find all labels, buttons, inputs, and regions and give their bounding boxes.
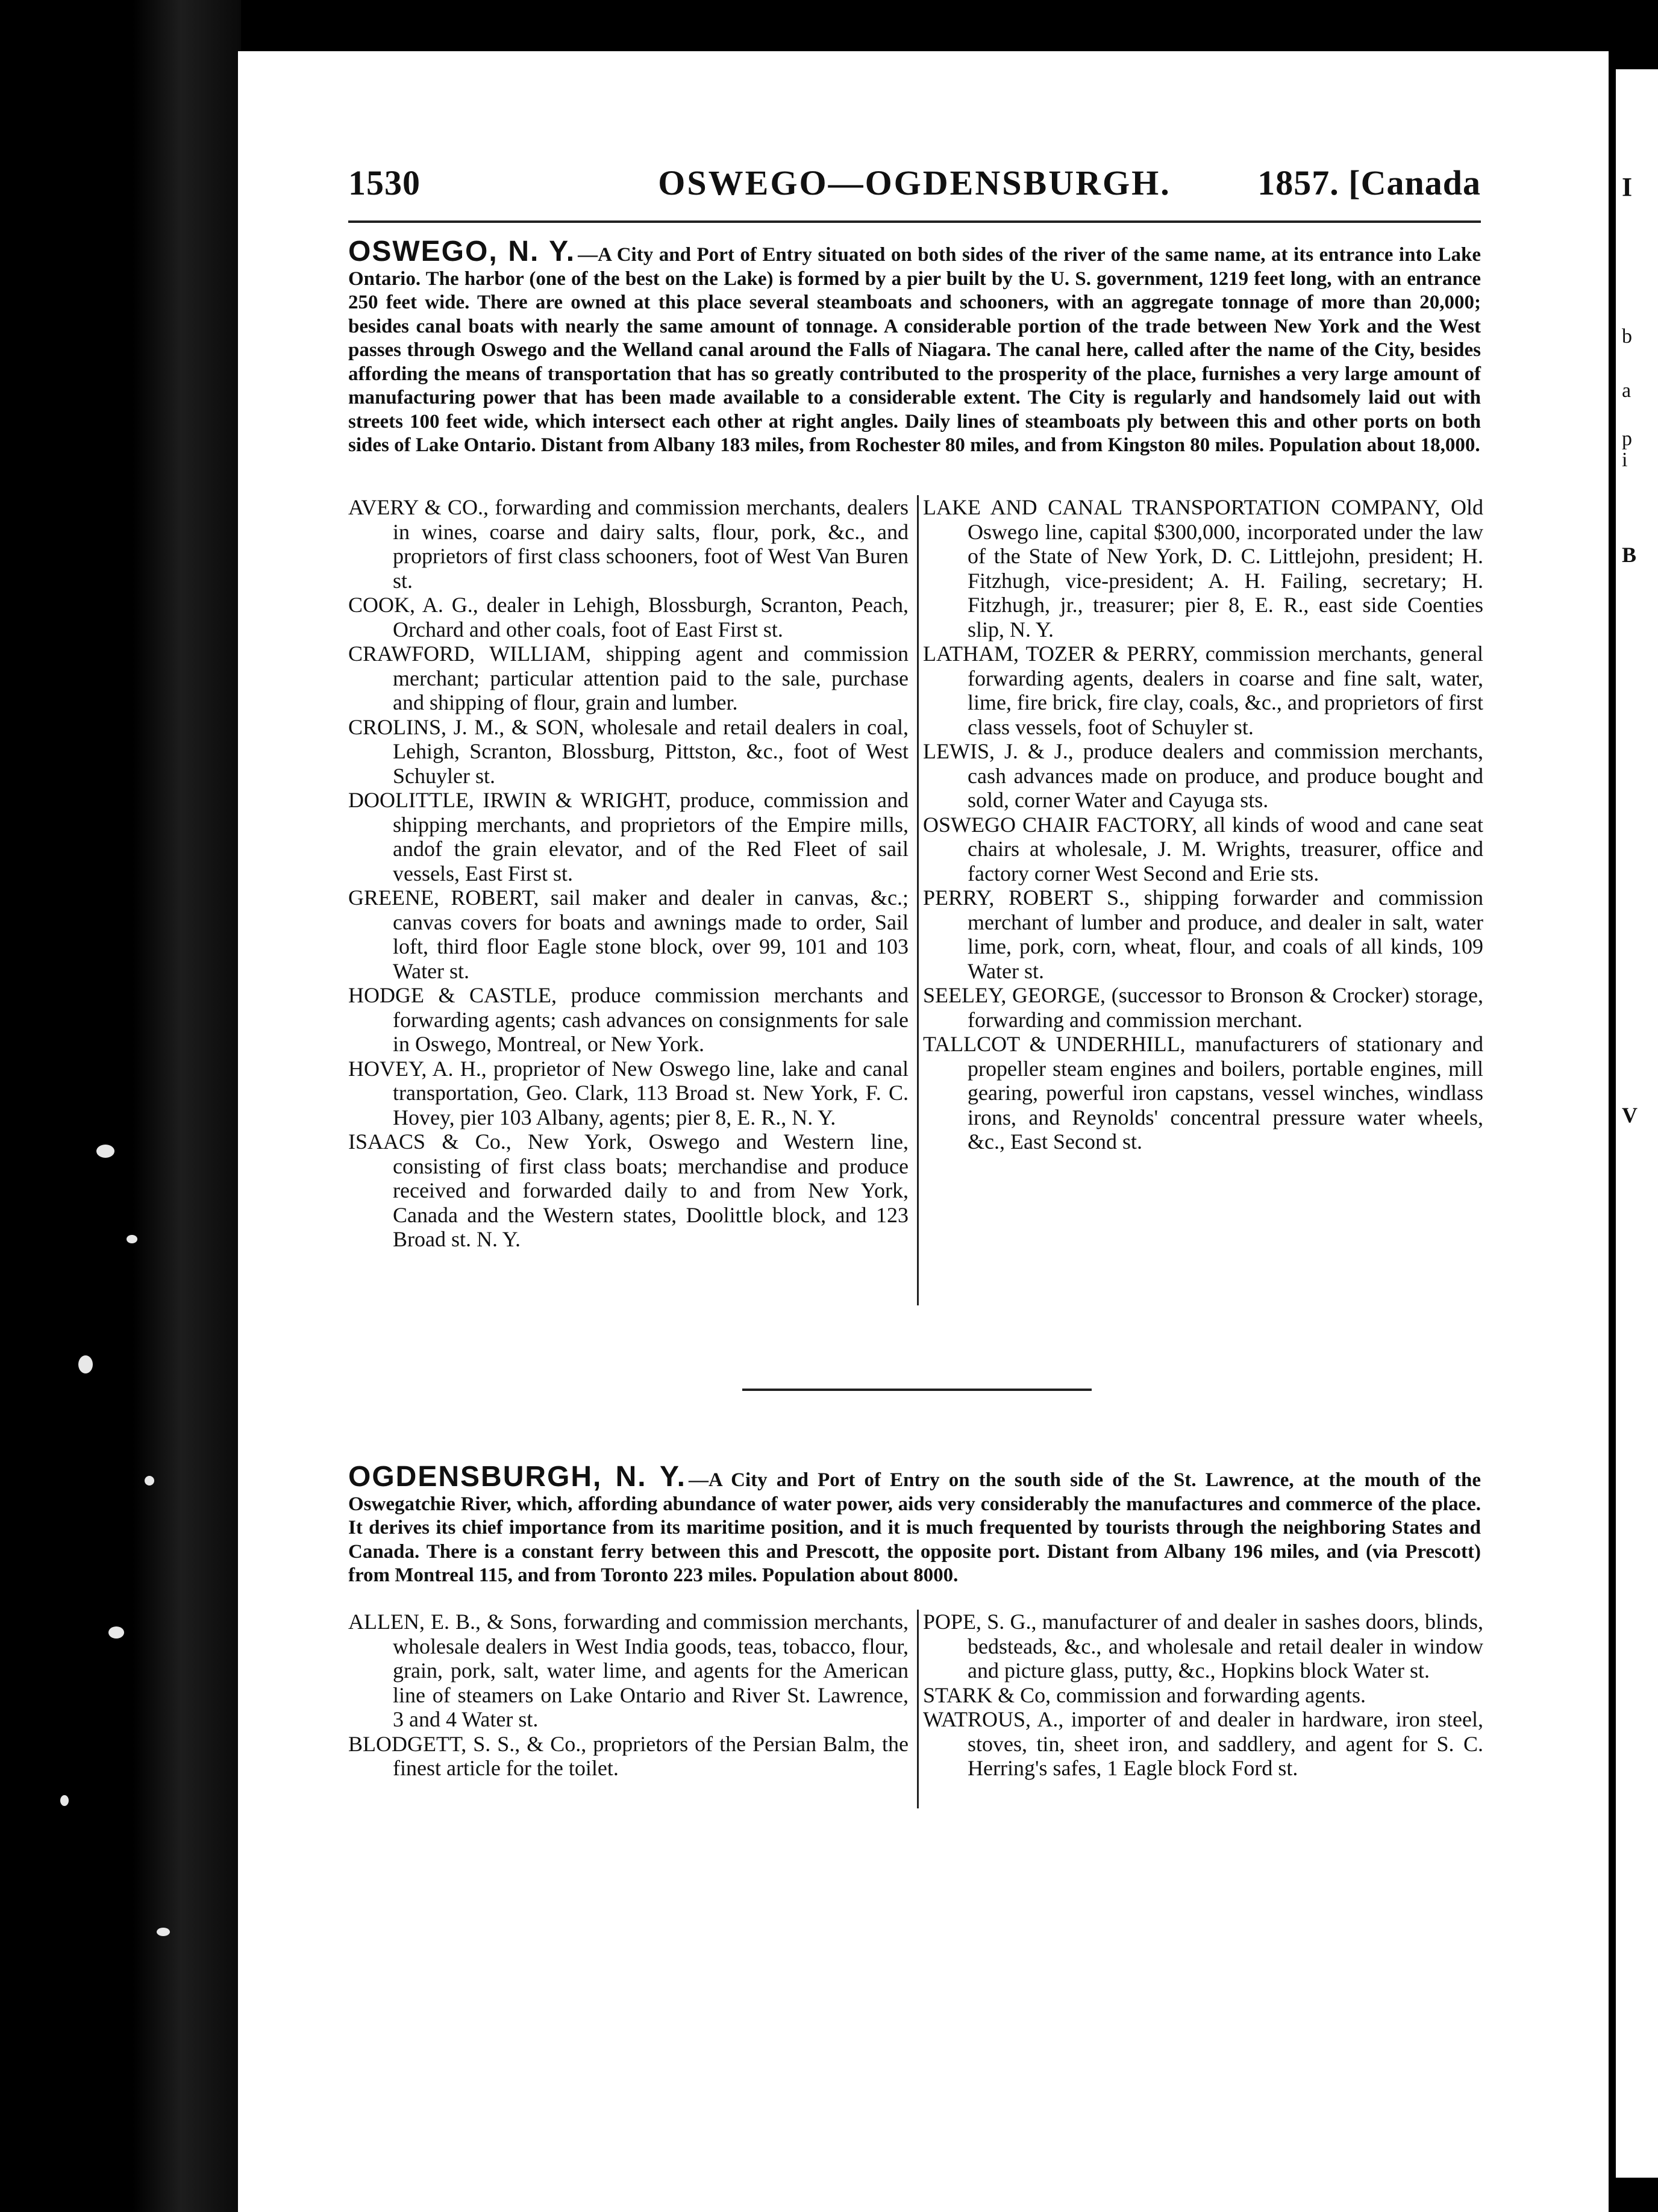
directory-entry: LAKE AND CANAL TRANSPORTATION COMPANY, Old Oswego line, capital $300,000, incorporated under the law of the State of New York, D. C. Littlejohn, president; H. Fitzhugh, vice-president; A. H. Failing, secretary; H. Fitzhugh, jr., treasurer; pier 8, E. R., east side Coenties slip, N. Y. — [923, 495, 1483, 642]
adjacent-page-fragment: I — [1622, 172, 1633, 202]
paper-speck — [60, 1795, 69, 1806]
section-separator-rule — [742, 1389, 1092, 1391]
adjacent-page-fragment: b — [1622, 325, 1632, 348]
book-gutter-edge — [0, 0, 241, 2212]
directory-entry: CROLINS, J. M., & SON, wholesale and retail dealers in coal, Lehigh, Scranton, Blossburg, Pittston, &c., foot of West Schuyler st. — [348, 714, 909, 788]
directory-entry: LATHAM, TOZER & PERRY, commission merchants, general forwarding agents, dealers in coarse and fine salt, water, lime, fire brick, fire clay, coals, &c., and proprietors of first class vessels, foot of Schuyler st. — [923, 642, 1483, 739]
directory-entry: OSWEGO CHAIR FACTORY, all kinds of wood and cane seat chairs at wholesale, J. M. Wrights, treasurer, office and factory corner West Second and Erie sts. — [923, 812, 1483, 886]
directory-entry: STARK & Co, commission and forwarding agents. — [923, 1682, 1366, 1707]
column-divider — [917, 1610, 919, 1808]
directory-entry: HOVEY, A. H., proprietor of New Oswego line, lake and canal transportation, Geo. Clark, 113 Broad st. New York, F. C. Hovey, pier 103 Albany, agents; pier 8, E. R., N. Y. — [348, 1056, 909, 1129]
oswego-intro — [348, 236, 1481, 458]
directory-entry: HODGE & CASTLE, produce commission merchants and forwarding agents; cash advances on consignments for sale in Oswego, Montreal, or New York. — [348, 983, 909, 1056]
directory-entry: PERRY, ROBERT S., shipping forwarder and commission merchant of lumber and produce, and dealer in salt, water lime, pork, corn, wheat, flour, and coals of all kinds, 109 Water st. — [923, 886, 1483, 983]
paper-speck — [78, 1355, 93, 1373]
paper-speck — [157, 1928, 170, 1936]
directory-entry: SEELEY, GEORGE, (successor to Bronson & Crocker) storage, forwarding and commission merchant. — [923, 983, 1483, 1032]
column-divider — [917, 495, 919, 1305]
adjacent-page-fragment: V — [1622, 1103, 1638, 1127]
ogdensburgh-intro — [348, 1461, 1481, 1588]
directory-entry: TALLCOT & UNDERHILL, manufacturers of stationary and propeller steam engines and boilers, portable engines, mill gearing, powerful iron capstans, vessel winches, windlass irons, and Reynolds' concentral pressure water wheels, &c., East Second st. — [923, 1032, 1483, 1154]
directory-entry: LEWIS, J. & J., produce dealers and commission merchants, cash advances made on produce, and produce bought and sold, corner Water and Cayuga sts. — [923, 739, 1483, 812]
adjacent-page — [1609, 0, 1658, 2212]
oswego-left-column — [348, 495, 909, 1252]
adjacent-page-fragment: p — [1622, 428, 1632, 450]
directory-entry: WATROUS, A., importer of and dealer in hardware, iron steel, stoves, tin, sheet iron, and saddlery, and agent for S. C. Herring's safes, 1 Eagle block Ford st. — [923, 1707, 1483, 1780]
directory-entry: BLODGETT, S. S., & Co., proprietors of the Persian Balm, the finest article for the toilet. — [348, 1731, 909, 1780]
directory-entry: DOOLITTLE, IRWIN & WRIGHT, produce, commission and shipping merchants, and proprietors of the Empire mills, andof the grain elevator, and of the Red Fleet of sail vessels, East First st. — [348, 788, 909, 886]
directory-entry: GREENE, ROBERT, sail maker and dealer in canvas, &c.; canvas covers for boats and awnings made to order, Sail loft, third floor Eagle stone block, over 99, 101 and 103 Water st. — [348, 886, 909, 983]
oswego-right-column — [923, 495, 1483, 1154]
directory-entry: CRAWFORD, WILLIAM, shipping agent and commission merchant; particular attention paid to the sale, purchase and shipping of flour, grain and lumber. — [348, 642, 909, 714]
adjacent-page-fragment: i — [1622, 449, 1628, 471]
paper-speck — [96, 1145, 114, 1158]
running-head-right: 1857. [Canada — [1257, 163, 1481, 202]
adjacent-page-fragment: a — [1622, 380, 1631, 402]
adjacent-page-fragment: B — [1622, 543, 1637, 567]
page-number: 1530 — [348, 163, 421, 202]
header-rule — [348, 220, 1481, 223]
ogdensburgh-right-column — [923, 1610, 1483, 1781]
page-title: OSWEGO—OGDENSBURGH. — [658, 163, 1171, 202]
oswego-description: —A City and Port of Entry situated on both sides of the river of the same name, at its entrance into Lake Ontario. The harbor (one of the best on the Lake) is formed by a pier built by the U. S. government, 1219 feet long, with an entrance 250 feet wide. There are owned at this place several steamboats and schooners, with an aggregate tonnage of more than 20,000; besides canal boats with nearly the same amount of tonnage. A considerable portion of the trade between New York and the West passes through Oswego and the Welland canal around the Falls of Niagara. The canal here, called after the name of the City, besides affording the means of transportation that has so greatly contributed to the prosperity of the place, furnishes a very large amount of manufacturing power that has been made available to a considerable extent. The City is regularly and handsomely laid out with streets 100 feet wide, which intersect each other at right angles. Daily lines of steamboats ply between this and other ports on both sides of Lake Ontario. Distant from Albany 183 miles, from Rochester 80 miles, and from Kingston 80 miles. Population about 18,000. — [348, 244, 1481, 456]
ogdensburgh-left-column — [348, 1610, 909, 1781]
oswego-city-heading: OSWEGO, N. Y. — [348, 236, 576, 267]
ogdensburgh-city-heading: OGDENSBURGH, N. Y. — [348, 1461, 686, 1493]
directory-entry: ISAACS & Co., New York, Oswego and Western line, consisting of first class boats; merchandise and produce received and forwarded daily to and from New York, Canada and the Western states, Doolittle block, and 123 Broad st. N. Y. — [348, 1129, 909, 1251]
running-head — [348, 163, 1481, 217]
directory-entry: COOK, A. G., dealer in Lehigh, Blossburgh, Scranton, Peach, Orchard and other coals, foot of East First st. — [348, 593, 909, 642]
paper-speck — [145, 1476, 154, 1486]
directory-entry: POPE, S. G., manufacturer of and dealer in sashes doors, blinds, bedsteads, &c., and wholesale and retail dealer in window and picture glass, putty, &c., Hopkins block Water st. — [923, 1610, 1483, 1682]
ogdensburgh-description: —A City and Port of Entry on the south side of the St. Lawrence, at the mouth of the Oswegatchie River, which, affording abundance of water power, aids very considerably the manufactures and commerce of the place. It derives its chief importance from its maritime position, and it is much frequented by tourists through the neighboring States and Canada. There is a constant ferry between this and Prescott, the opposite port. Distant from Albany 196 miles, and (via Prescott) from Montreal 115, and from Toronto 223 miles. Population about 8000. — [348, 1469, 1481, 1586]
directory-entry: AVERY & CO., forwarding and commission merchants, dealers in wines, coarse and dairy salts, flour, pork, &c., and proprietors of first class schooners, foot of West Van Buren st. — [348, 495, 909, 593]
paper-speck — [108, 1626, 124, 1639]
directory-entry: ALLEN, E. B., & Sons, forwarding and commission merchants, wholesale dealers in West India goods, teas, tobacco, flour, grain, pork, salt, water lime, and agents for the American line of steamers on Lake Ontario and River St. Lawrence, 3 and 4 Water st. — [348, 1610, 909, 1731]
paper-speck — [127, 1235, 137, 1243]
